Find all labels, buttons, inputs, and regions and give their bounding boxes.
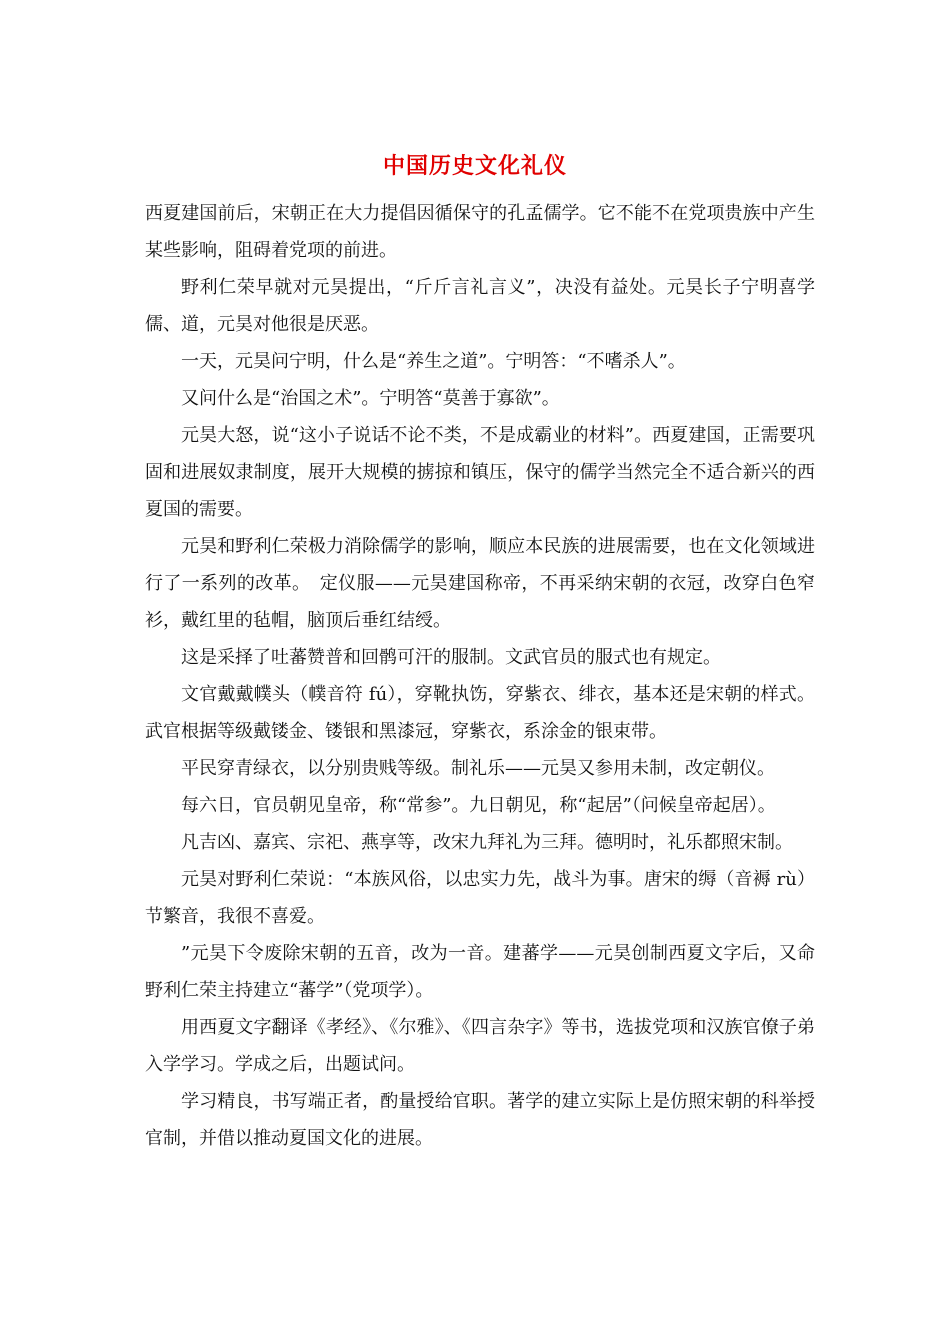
paragraph: 每六日，官员朝见皇帝，称“常参”。九日朝见，称“起居”（问候皇帝起居）。	[181, 795, 776, 816]
paragraph: 文官戴戴幞头（幞音符 fú），穿靴执饬，穿紫衣、绯衣，基本还是宋朝的样式。武官根据等级戴镂金、镂银和黑漆冠，穿紫衣，系涂金的银束带。	[145, 684, 815, 742]
paragraph: 元昊和野利仁荣极力消除儒学的影响，顺应本民族的进展需要，也在文化领域进行了一系列的改革。 定仪服——元昊建国称帝，不再采纳宋朝的衣冠，改穿白色窄衫，戴红里的毡帽，脑顶后垂红结绶。	[145, 536, 815, 631]
paragraph: 野利仁荣早就对元昊提出，“斤斤言礼言义”，决没有益处。元昊长子宁明喜学儒、道，元昊对他很是厌恶。	[145, 277, 815, 335]
paragraph: 用西夏文字翻译《孝经》、《尔雅》、《四言杂字》等书，选拔党项和汉族官僚子弟入学学习。学成之后，出题试问。	[145, 1017, 815, 1075]
paragraph: 学习精良，书写端正者，酌量授给官职。著学的建立实际上是仿照宋朝的科举授官制，并借以推动夏国文化的进展。	[145, 1091, 815, 1149]
paragraph: 凡吉凶、嘉宾、宗祀、燕享等，改宋九拜礼为三拜。德明时，礼乐都照宋制。	[181, 832, 793, 853]
paragraph: 一天，元昊问宁明，什么是“养生之道”。宁明答：“不嗜杀人”。	[181, 351, 686, 372]
paragraph: 平民穿青绿衣，以分别贵贱等级。制礼乐——元昊又参用未制，改定朝仪。	[181, 758, 775, 779]
paragraph: 这是采择了吐蕃赞普和回鹘可汗的服制。文武官员的服式也有规定。	[181, 647, 721, 668]
paragraph: 又问什么是“治国之术”。宁明答“莫善于寡欲”。	[181, 388, 560, 409]
paragraph: ”元昊下令废除宋朝的五音，改为一音。建蕃学——元昊创制西夏文字后，又命野利仁荣主持建立“蕃学”（党项学）。	[145, 943, 815, 1001]
document-title: 中国历史文化礼仪	[382, 153, 567, 179]
paragraph: 西夏建国前后，宋朝正在大力提倡因循保守的孔孟儒学。它不能不在党项贵族中产生某些影响，阻碍着党项的前进。	[145, 203, 815, 261]
paragraph: 元昊大怒，说“这小子说话不论不类，不是成霸业的材料”。西夏建国，正需要巩固和进展奴隶制度，展开大规模的掳掠和镇压，保守的儒学当然完全不适合新兴的西夏国的需要。	[145, 425, 815, 520]
paragraph: 元昊对野利仁荣说：“本族风俗，以忠实力先，战斗为事。唐宋的缛（音褥 rù）节繁音，我很不喜爱。	[145, 869, 815, 927]
document-body	[145, 195, 815, 1157]
